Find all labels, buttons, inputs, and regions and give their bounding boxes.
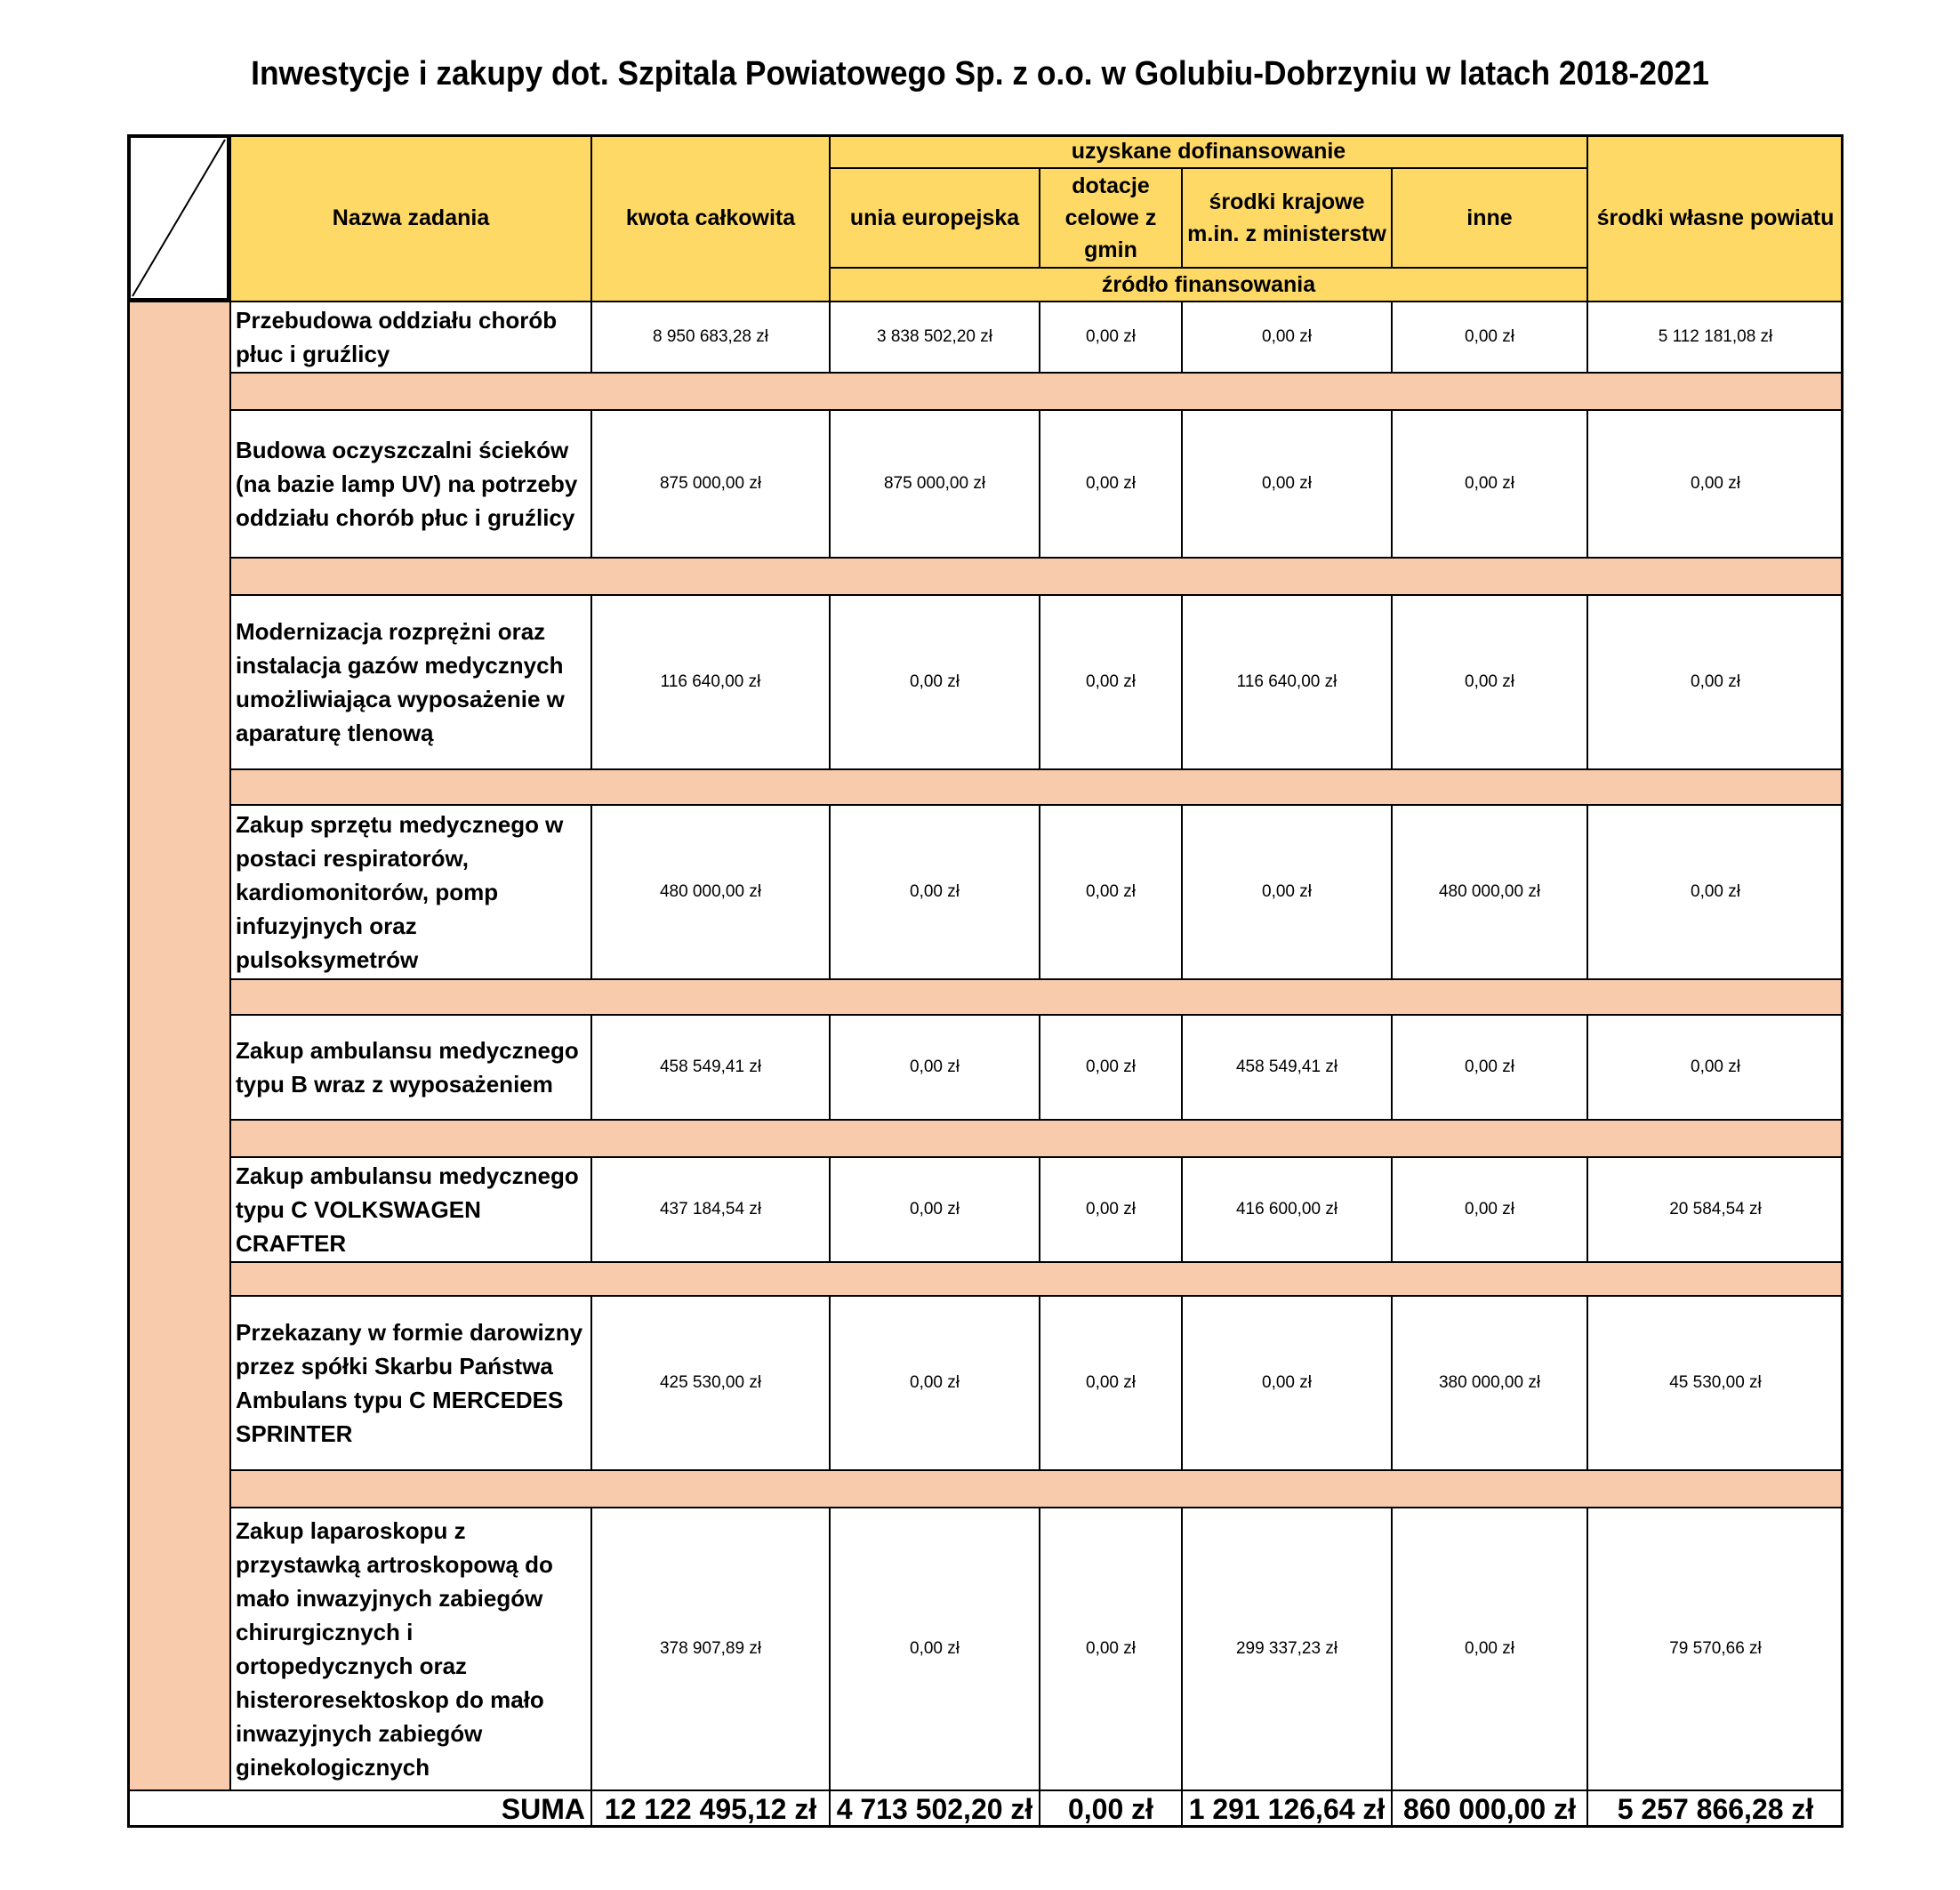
sum-inne: 860 000,00 zł: [1392, 1790, 1587, 1828]
amount-cell-ue: 875 000,00 zł: [830, 410, 1040, 558]
header-ue: unia europejska: [830, 168, 1040, 268]
amount-cell-kwota: 875 000,00 zł: [591, 410, 830, 558]
amount-cell-inne: 0,00 zł: [1392, 410, 1587, 558]
amount-cell-krajowe: 0,00 zł: [1182, 805, 1392, 979]
sum-wlasne: 5 257 866,28 zł: [1587, 1790, 1844, 1828]
amount-cell-wlasne: 79 570,66 zł: [1587, 1508, 1844, 1790]
row-separator: [230, 1262, 1844, 1296]
task-name-cell: Budowa oczyszczalni ścieków (na bazie lamp UV) na potrzeby oddziału chorób płuc i gruźlicy: [230, 410, 591, 558]
sum-kwota: 12 122 495,12 zł: [591, 1790, 830, 1828]
sum-krajowe: 1 291 126,64 zł: [1182, 1790, 1392, 1828]
amount-cell-kwota: 458 549,41 zł: [591, 1015, 830, 1120]
sum-label: SUMA: [127, 1790, 591, 1828]
amount-cell-krajowe: 0,00 zł: [1182, 410, 1392, 558]
amount-cell-gminy: 0,00 zł: [1040, 1157, 1182, 1262]
amount-cell-gminy: 0,00 zł: [1040, 595, 1182, 769]
sum-gminy: 0,00 zł: [1040, 1790, 1182, 1828]
header-inne: inne: [1392, 168, 1587, 268]
amount-cell-inne: 380 000,00 zł: [1392, 1296, 1587, 1470]
amount-cell-wlasne: 0,00 zł: [1587, 805, 1844, 979]
amount-cell-kwota: 116 640,00 zł: [591, 595, 830, 769]
amount-cell-kwota: 480 000,00 zł: [591, 805, 830, 979]
header-wlasne: środki własne powiatu: [1587, 134, 1844, 302]
corner-cell: [127, 134, 230, 302]
amount-cell-inne: 0,00 zł: [1392, 595, 1587, 769]
row-separator: [230, 769, 1844, 805]
amount-cell-gminy: 0,00 zł: [1040, 1508, 1182, 1790]
amount-cell-ue: 0,00 zł: [830, 595, 1040, 769]
amount-cell-wlasne: 0,00 zł: [1587, 595, 1844, 769]
amount-cell-kwota: 8 950 683,28 zł: [591, 302, 830, 373]
amount-cell-ue: 0,00 zł: [830, 1015, 1040, 1120]
amount-cell-gminy: 0,00 zł: [1040, 805, 1182, 979]
side-column: [127, 302, 230, 1790]
header-krajowe: środki krajowe m.in. z ministerstw: [1182, 168, 1392, 268]
task-name-cell: Przekazany w formie darowizny przez spółki Skarbu Państwa Ambulans typu C MERCEDES SPRINTER: [230, 1296, 591, 1470]
row-separator: [230, 373, 1844, 410]
amount-cell-ue: 0,00 zł: [830, 1157, 1040, 1262]
row-separator: [230, 1120, 1844, 1157]
amount-cell-ue: 0,00 zł: [830, 1508, 1040, 1790]
page-title: Inwestycje i zakupy dot. Szpitala Powiatowego Sp. z o.o. w Golubiu-Dobrzyniu w latach 2018-2021: [251, 55, 1709, 92]
diagonal-line: [131, 138, 227, 298]
task-name-cell: Przebudowa oddziału chorób płuc i gruźlicy: [230, 302, 591, 373]
header-dofinansowanie: uzyskane dofinansowanie: [830, 134, 1587, 168]
amount-cell-wlasne: 5 112 181,08 zł: [1587, 302, 1844, 373]
task-name-cell: Zakup laparoskopu z przystawką artroskopową do mało inwazyjnych zabiegów chirurgicznych i ortopedycznych oraz histeroresektoskop do mało inwazyjnych zabiegów ginekologicznych: [230, 1508, 591, 1790]
amount-cell-wlasne: 0,00 zł: [1587, 410, 1844, 558]
row-separator: [230, 979, 1844, 1015]
row-separator: [230, 1470, 1844, 1508]
amount-cell-krajowe: 458 549,41 zł: [1182, 1015, 1392, 1120]
header-dotacje: dotacje celowe z gmin: [1040, 168, 1182, 268]
amount-cell-krajowe: 416 600,00 zł: [1182, 1157, 1392, 1262]
amount-cell-kwota: 378 907,89 zł: [591, 1508, 830, 1790]
amount-cell-gminy: 0,00 zł: [1040, 410, 1182, 558]
header-nazwa: Nazwa zadania: [230, 134, 591, 302]
amount-cell-krajowe: 116 640,00 zł: [1182, 595, 1392, 769]
amount-cell-ue: 0,00 zł: [830, 1296, 1040, 1470]
amount-cell-krajowe: 299 337,23 zł: [1182, 1508, 1392, 1790]
amount-cell-ue: 0,00 zł: [830, 805, 1040, 979]
task-name-cell: Zakup ambulansu medycznego typu B wraz z wyposażeniem: [230, 1015, 591, 1120]
amount-cell-inne: 0,00 zł: [1392, 1157, 1587, 1262]
task-name-cell: Modernizacja rozprężni oraz instalacja gazów medycznych umożliwiająca wyposażenie w aparaturę tlenową: [230, 595, 591, 769]
sum-ue: 4 713 502,20 zł: [830, 1790, 1040, 1828]
task-name-cell: Zakup sprzętu medycznego w postaci respiratorów, kardiomonitorów, pomp infuzyjnych oraz pulsoksymetrów: [230, 805, 591, 979]
investment-table: [127, 134, 1844, 1828]
amount-cell-gminy: 0,00 zł: [1040, 302, 1182, 373]
amount-cell-krajowe: 0,00 zł: [1182, 1296, 1392, 1470]
amount-cell-inne: 0,00 zł: [1392, 302, 1587, 373]
header-kwota: kwota całkowita: [591, 134, 830, 302]
amount-cell-krajowe: 0,00 zł: [1182, 302, 1392, 373]
header-zrodlo: źródło finansowania: [830, 268, 1587, 302]
amount-cell-inne: 480 000,00 zł: [1392, 805, 1587, 979]
amount-cell-wlasne: 45 530,00 zł: [1587, 1296, 1844, 1470]
row-separator: [230, 558, 1844, 595]
task-name-cell: Zakup ambulansu medycznego typu C VOLKSWAGEN CRAFTER: [230, 1157, 591, 1262]
amount-cell-wlasne: 20 584,54 zł: [1587, 1157, 1844, 1262]
amount-cell-inne: 0,00 zł: [1392, 1015, 1587, 1120]
amount-cell-wlasne: 0,00 zł: [1587, 1015, 1844, 1120]
amount-cell-gminy: 0,00 zł: [1040, 1296, 1182, 1470]
amount-cell-kwota: 425 530,00 zł: [591, 1296, 830, 1470]
amount-cell-inne: 0,00 zł: [1392, 1508, 1587, 1790]
amount-cell-ue: 3 838 502,20 zł: [830, 302, 1040, 373]
amount-cell-gminy: 0,00 zł: [1040, 1015, 1182, 1120]
amount-cell-kwota: 437 184,54 zł: [591, 1157, 830, 1262]
